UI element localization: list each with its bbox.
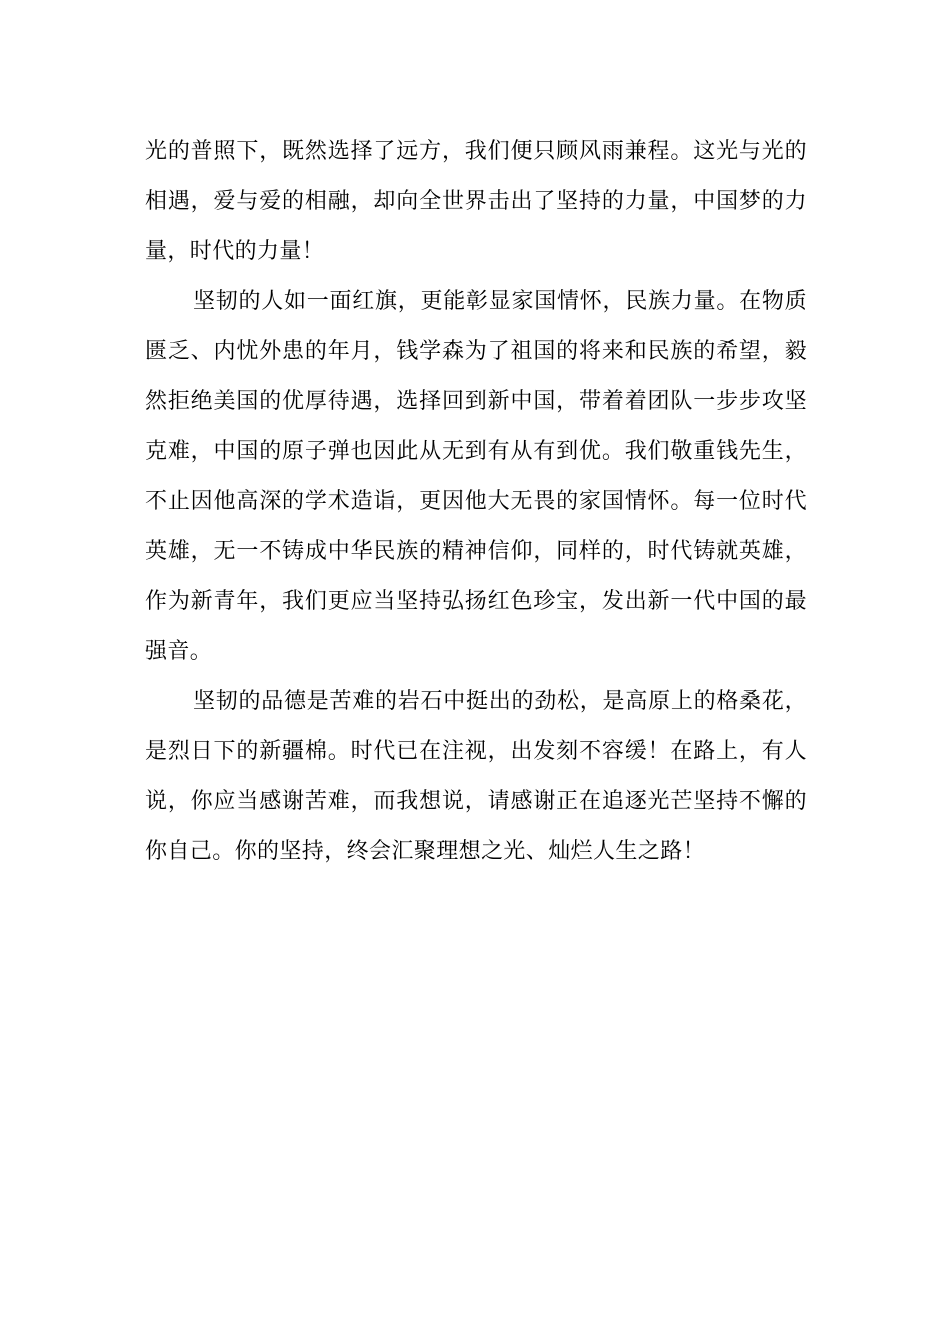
- paragraph-3: [145, 679, 807, 879]
- text-line: 作为新青年，我们更应当坚持弘扬红色珍宝，发出新一代中国的最: [145, 589, 807, 614]
- text-line: 坚韧的品德是苦难的岩石中挺出的劲松，是高原上的格桑花，: [193, 689, 807, 714]
- text-line: 是烈日下的新疆棉。时代已在注视，出发刻不容缓！在路上，有人: [145, 739, 807, 764]
- text-line: 然拒绝美国的优厚待遇，选择回到新中国，带着着团队一步步攻坚: [145, 389, 807, 414]
- paragraph-1: [145, 129, 807, 279]
- document-body: [145, 129, 807, 879]
- text-line: 你自己。你的坚持，终会汇聚理想之光、灿烂人生之路！: [145, 839, 706, 864]
- text-line: 英雄，无一不铸成中华民族的精神信仰，同样的，时代铸就英雄，: [145, 539, 807, 564]
- text-line: 坚韧的人如一面红旗，更能彰显家国情怀，民族力量。在物质: [193, 289, 807, 314]
- text-line: 光的普照下，既然选择了远方，我们便只顾风雨兼程。这光与光的: [145, 139, 807, 164]
- text-line: 相遇，爱与爱的相融，却向全世界击出了坚持的力量，中国梦的力: [145, 189, 807, 214]
- text-line: 量，时代的力量！: [145, 239, 325, 264]
- text-line: 匮乏、内忧外患的年月，钱学森为了祖国的将来和民族的希望，毅: [145, 339, 807, 364]
- text-line: 说，你应当感谢苦难，而我想说，请感谢正在追逐光芒坚持不懈的: [145, 789, 807, 814]
- text-line: 克难，中国的原子弹也因此从无到有从有到优。我们敬重钱先生，: [145, 439, 807, 464]
- text-line: 不止因他高深的学术造诣，更因他大无畏的家国情怀。每一位时代: [145, 489, 807, 514]
- text-line: 强音。: [145, 639, 213, 664]
- paragraph-2: [145, 279, 807, 679]
